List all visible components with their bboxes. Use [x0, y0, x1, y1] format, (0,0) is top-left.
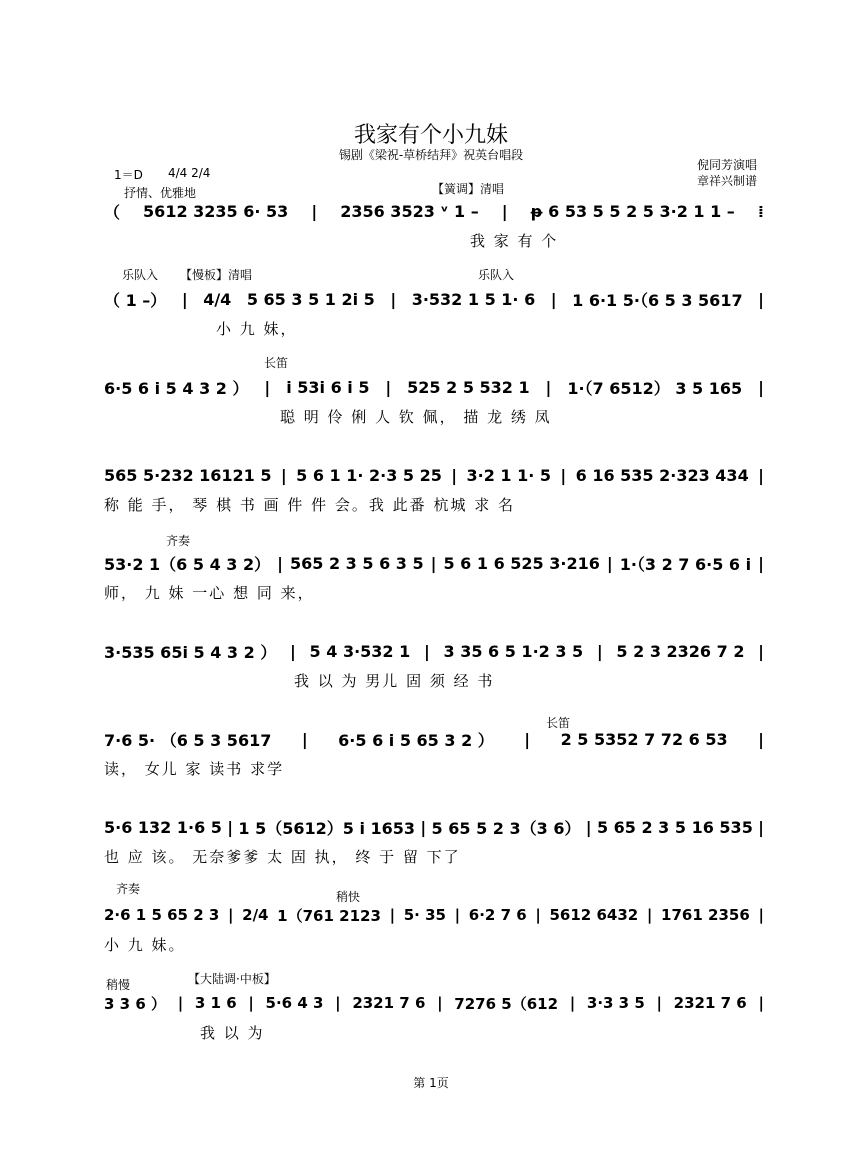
- barline: |: [311, 201, 318, 221]
- music-row: [104, 460, 764, 490]
- barline: |: [423, 641, 430, 661]
- score-subtitle: 锡剧《梁祝-草桥结拜》祝英台唱段: [338, 148, 524, 162]
- barline: |: [569, 994, 576, 1012]
- lyrics-row: 师， 九 妹 一心 想 同 来，: [104, 584, 315, 602]
- barline: |: [385, 377, 392, 397]
- music-row: [104, 548, 764, 578]
- row-mark: 【簧调】清唱: [432, 182, 505, 196]
- barline: |: [227, 906, 234, 924]
- barline: |: [264, 377, 271, 397]
- music-segment: 5 65 3 5 1 2i 5: [246, 289, 375, 309]
- music-row: [104, 900, 764, 930]
- barline: |: [758, 553, 764, 573]
- barline: |: [335, 994, 341, 1012]
- barline: |: [389, 906, 396, 924]
- barline: |: [656, 994, 662, 1012]
- music-segment: 5·6 132 1·6 5: [104, 817, 222, 837]
- barline: |: [290, 641, 296, 661]
- row-mark: 长笛: [546, 716, 571, 730]
- row-mark: 稍慢: [106, 978, 131, 992]
- music-segment: 6·2 7 6: [468, 906, 527, 924]
- barline: |: [646, 906, 653, 924]
- music-segment: 3 3 6 ）: [104, 994, 166, 1013]
- music-segment: i 53i 6 i 5: [286, 377, 370, 397]
- music-segment: 525 2 5 532 1: [407, 377, 530, 397]
- music-row: [104, 284, 764, 314]
- barline: |: [758, 289, 764, 309]
- barline: |: [420, 817, 427, 837]
- music-segment: 2356 3523 ᵛ 1 –: [340, 201, 479, 221]
- barline: |: [550, 289, 557, 309]
- music-segment: 3 35 6 5 1·2 3 5: [443, 641, 584, 661]
- time-change: 4/4: [203, 289, 232, 309]
- music-segment: （ 1 –）: [104, 290, 167, 310]
- barline: |: [181, 289, 188, 309]
- barline: |: [596, 641, 603, 661]
- page-number: 第 1页: [413, 1076, 449, 1090]
- music-segment: 5 2 3 2326 7 2: [616, 641, 745, 661]
- row-mark: 长笛: [264, 356, 289, 370]
- music-segment: 3·2 1 1· 5: [466, 465, 552, 485]
- barline: |: [758, 641, 764, 661]
- music-segment: 2321 7 6: [352, 994, 426, 1012]
- row-mark: 乐队入: [478, 268, 515, 282]
- barline: |: [758, 906, 764, 924]
- music-segment: 2321 7 6: [673, 994, 747, 1012]
- music-segment: 565 5·232 16121 5: [104, 465, 272, 485]
- barline: |: [277, 553, 283, 573]
- barline: |: [758, 465, 764, 485]
- music-segment: 1 5（5612）5 i 1653: [238, 818, 416, 838]
- expression-mark: 抒情、优雅地: [124, 186, 197, 200]
- music-segment: 5 65 2 3 5 16 535: [596, 817, 753, 837]
- music-segment: 2 5 5352 7 72 6 53: [560, 729, 728, 749]
- music-row: [104, 724, 764, 754]
- music-row: [104, 812, 764, 842]
- row-mark: 【大陆调·中板】: [188, 972, 276, 986]
- barline: |: [454, 906, 461, 924]
- lyrics-row: 我 家 有 个: [470, 232, 559, 250]
- barline: |: [451, 465, 458, 485]
- barline: |: [501, 201, 508, 221]
- barline: |: [177, 994, 184, 1012]
- music-row: [104, 988, 764, 1018]
- barline: |: [248, 994, 254, 1012]
- music-segment: 6 16 535 2·323 434: [575, 465, 749, 485]
- barline: |: [545, 377, 552, 397]
- music-segment: 1 6·1 5·（6 5 3 5617: [572, 290, 743, 310]
- barline: |: [227, 817, 234, 837]
- music-segment: 565 2 3 5 6 3 5: [289, 553, 424, 573]
- barline: |: [535, 906, 541, 924]
- music-segment: 6·5 6 i 5 4 3 2 ）: [104, 378, 249, 398]
- barline: |: [758, 377, 764, 397]
- barline: |: [301, 729, 308, 749]
- music-row: [104, 372, 764, 402]
- time-signature: 4/4 2/4: [168, 166, 211, 180]
- music-segment: 5 65 5 2 3（3 6）: [431, 818, 581, 838]
- music-row: [104, 636, 764, 666]
- barline: ⁞: [757, 201, 764, 221]
- lyrics-row: 读， 女儿 家 读书 求学: [104, 760, 285, 778]
- barline: |: [524, 729, 531, 749]
- lyrics-row: 聪 明 伶 俐 人 钦 佩， 描 龙 绣 凤: [280, 408, 552, 426]
- barline: |: [280, 465, 287, 485]
- music-segment: （: [104, 202, 121, 222]
- lyrics-row: 我 以 为 男儿 固 须 经 书: [294, 672, 495, 690]
- row-mark: 【慢板】清唱: [180, 268, 253, 282]
- barline: |: [437, 994, 443, 1012]
- music-segment: 1761 2356: [661, 906, 750, 924]
- music-segment: 7276 5（612: [454, 994, 558, 1013]
- lyrics-row: 小 九 妹。: [104, 936, 186, 954]
- music-segment: 5 6 1 1· 2·3 5 25: [296, 465, 442, 485]
- barline: |: [560, 465, 567, 485]
- row-mark: 齐奏: [116, 882, 141, 896]
- music-segment: 5612 6432: [549, 906, 639, 924]
- lyrics-row: 小 九 妹，: [216, 320, 298, 338]
- row-mark: 齐奏: [166, 534, 191, 548]
- music-segment: 7·6 5· （6 5 3 5617: [104, 730, 272, 750]
- barline: |: [758, 729, 764, 749]
- music-segment: 3·535 65i 5 4 3 2 ）: [104, 642, 277, 662]
- music-segment: 1·（7 6512） 3 5 165: [567, 378, 743, 398]
- music-segment: 3·532 1 5 1· 6: [411, 289, 536, 309]
- barline: |: [585, 817, 592, 837]
- music-segment: 5 6 1 6 525 3·216: [443, 553, 600, 573]
- music-segment: ᵽ 6 53 5 5 2 5 3·2 1 1 –: [530, 201, 735, 221]
- music-segment: 1（761 2123: [277, 906, 381, 925]
- music-segment: 3·3 3 5: [586, 994, 645, 1012]
- barline: |: [430, 553, 437, 573]
- music-segment: 53·2 1（6 5 4 3 2）: [104, 554, 271, 574]
- barline: |: [390, 289, 397, 309]
- music-segment: 5·6 4 3: [265, 994, 324, 1012]
- row-mark: 乐队入: [122, 268, 159, 282]
- score-title: 我家有个小九妹: [353, 123, 508, 148]
- barline: |: [606, 553, 613, 573]
- music-segment: 3 1 6: [194, 994, 237, 1012]
- music-segment: 6·5 6 i 5 65 3 2 ）: [338, 730, 494, 750]
- barline: |: [758, 817, 764, 837]
- row-mark: 稍快: [336, 890, 361, 904]
- lyrics-row: 也 应 该。 无奈爹爹 太 固 执， 终 于 留 下了: [104, 848, 461, 866]
- music-segment: 5 4 3·532 1: [309, 641, 411, 661]
- music-segment: 2·6 1 5 65 2 3: [104, 906, 220, 924]
- transcriber-credit: 章祥兴制谱: [696, 174, 757, 188]
- music-row: [104, 196, 764, 226]
- time-change: 2/4: [242, 906, 269, 924]
- music-segment: 5612 3235 6· 53: [143, 201, 289, 221]
- music-segment: 5· 35: [403, 906, 446, 924]
- barline: |: [758, 994, 764, 1012]
- key-signature: 1＝D: [114, 168, 143, 182]
- singer-credit: 倪同芳演唱: [696, 158, 757, 172]
- lyrics-row: 称 能 手， 琴 棋 书 画 件 件 会。我 此番 杭城 求 名: [104, 496, 515, 514]
- music-segment: 1·（3 2 7 6·5 6 i: [619, 554, 752, 574]
- lyrics-row: 我 以 为: [200, 1024, 265, 1042]
